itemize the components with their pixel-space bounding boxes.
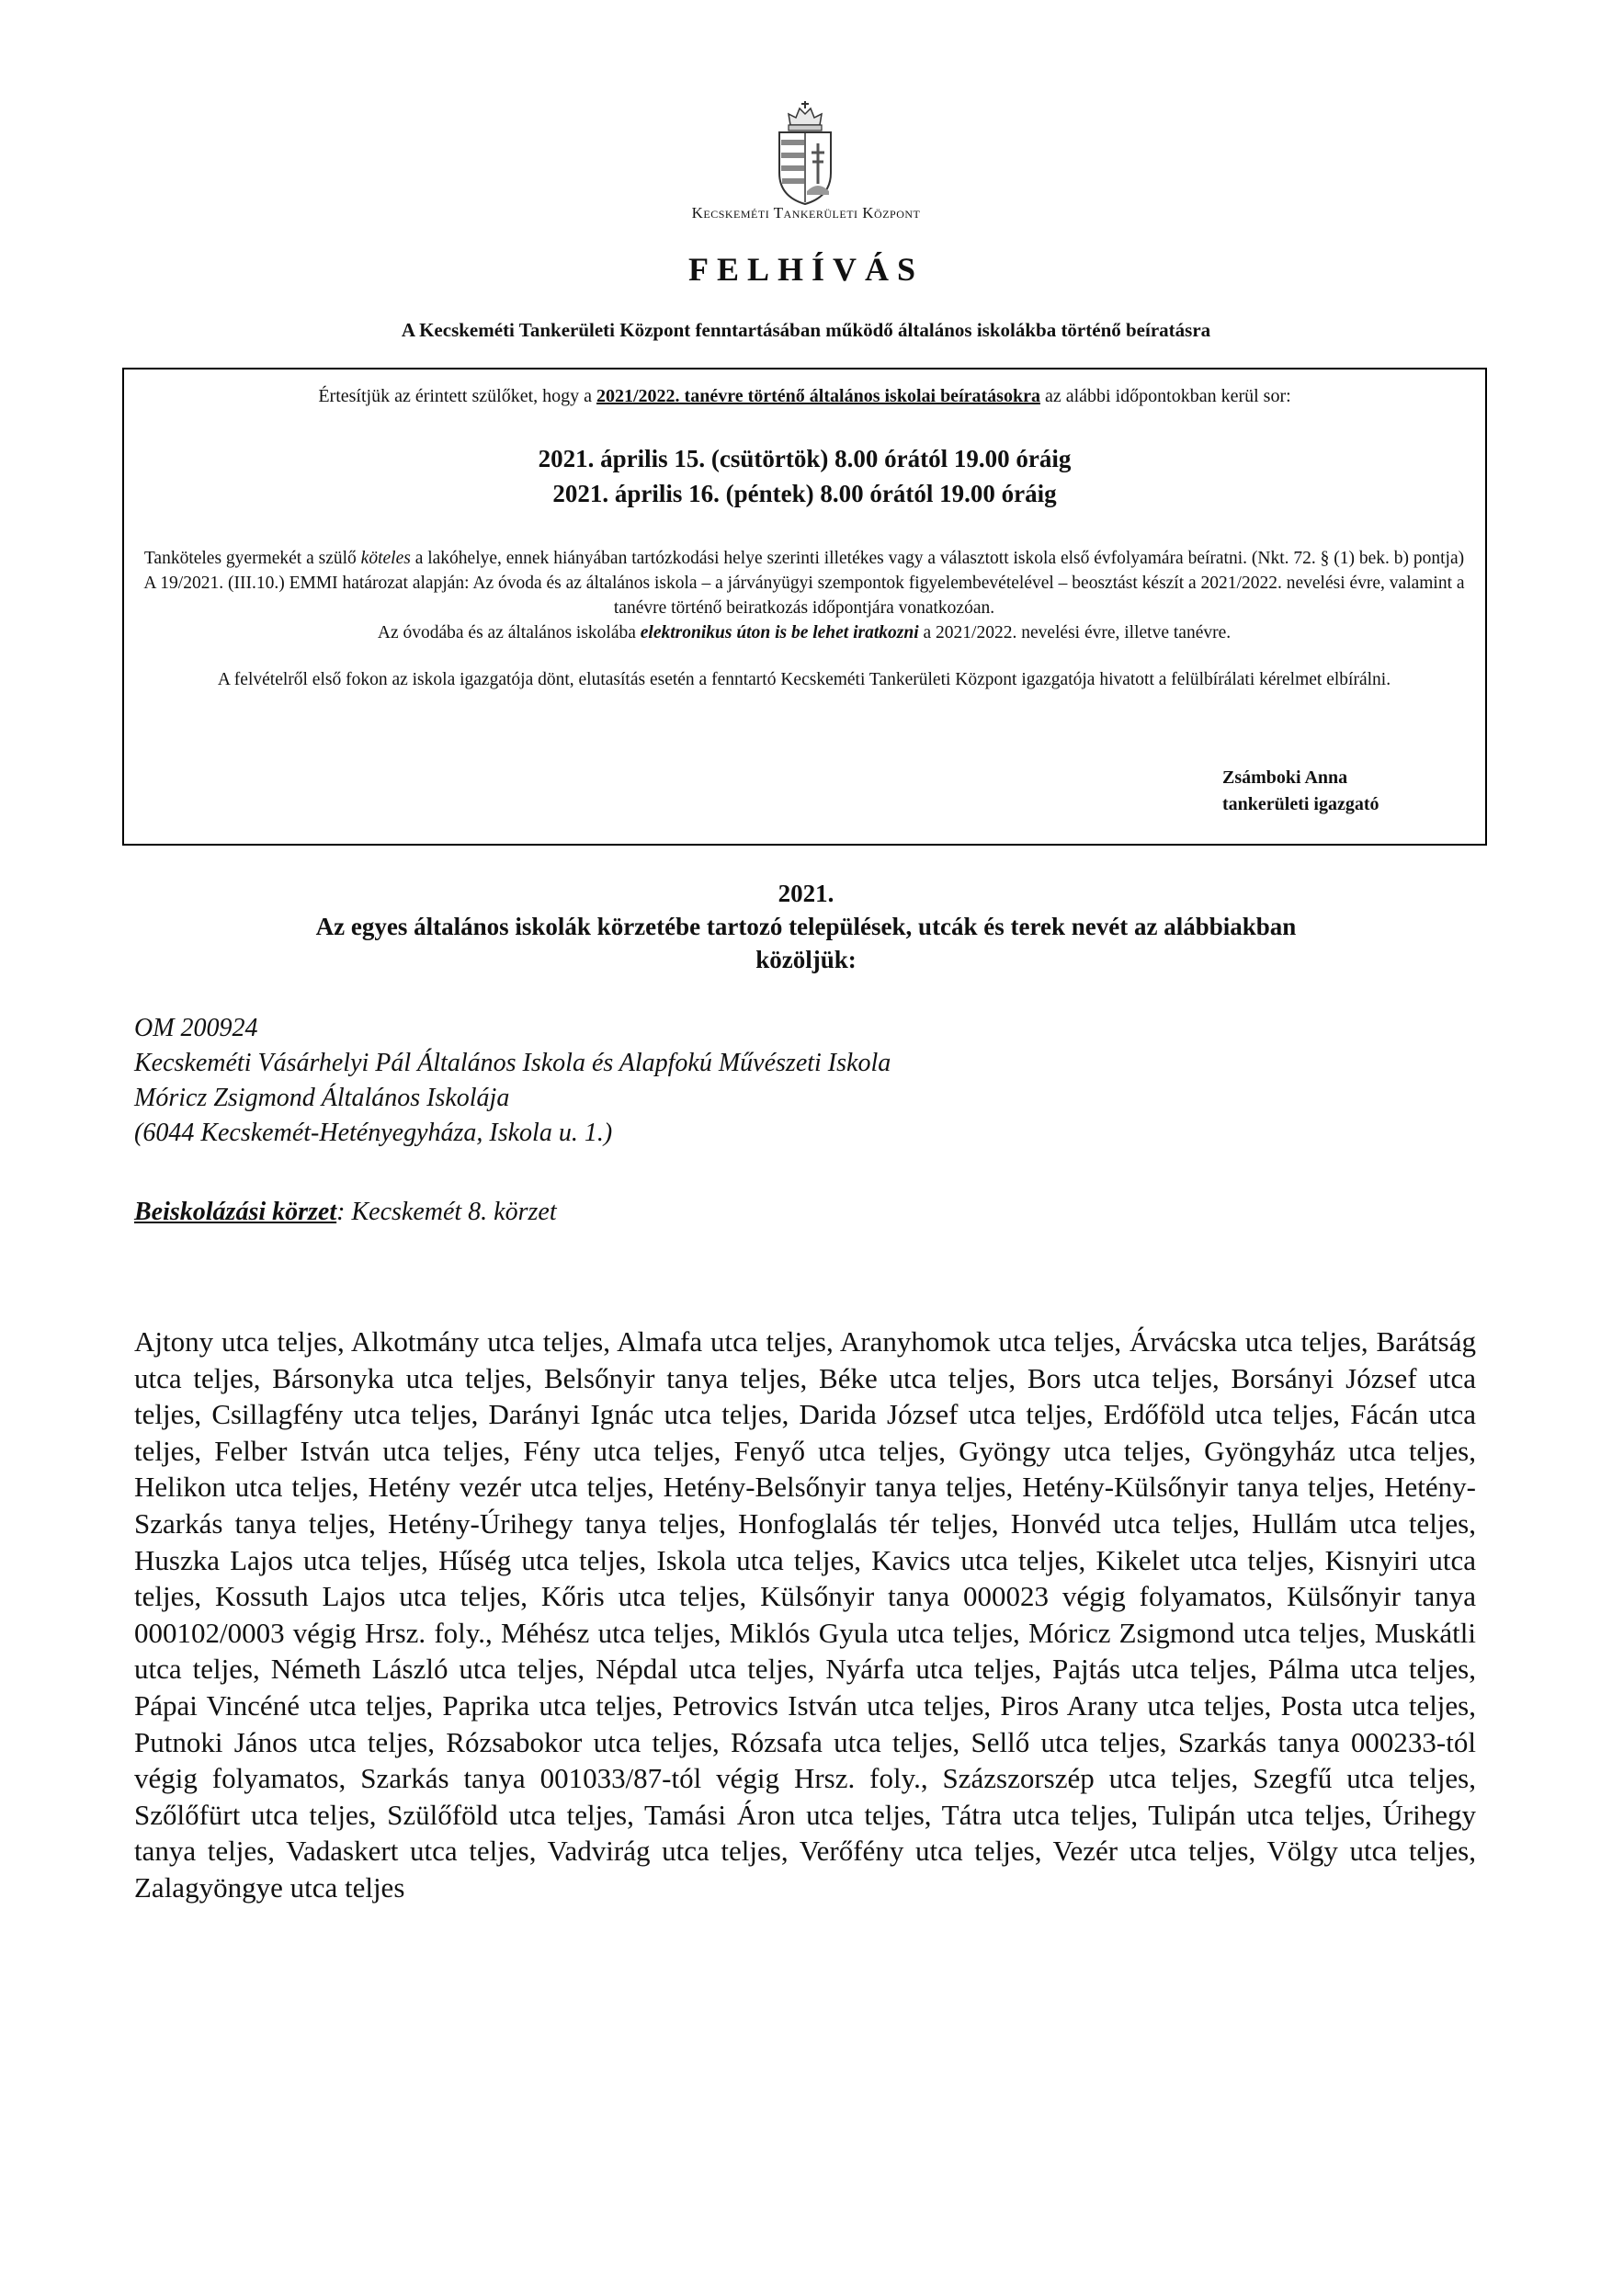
page-title: FELHÍVÁS xyxy=(687,251,925,288)
signer-title: tankerületi igazgató xyxy=(1222,794,1379,814)
signature-block xyxy=(1222,765,1379,818)
school-name-line-1: Kecskeméti Vásárhelyi Pál Általános Iskola és Alapfokú Művészeti Iskola xyxy=(134,1049,891,1077)
school-info xyxy=(134,1011,891,1151)
intro-text: Értesítjük az érintett szülőket, hogy a xyxy=(318,386,596,406)
notice-intro xyxy=(124,386,1485,407)
section-heading-line-1: Az egyes általános iskolák körzetébe tartozó települések, utcák és terek nevét az alábbiakban xyxy=(315,913,1297,940)
street-list: Ajtony utca teljes, Alkotmány utca teljes, Almafa utca teljes, Aranyhomok utca teljes, Árvácska utca teljes, Barátság utca teljes, Bársonyka utca teljes, Belsőnyir tanya teljes, Béke utca teljes, Bors utca teljes, Borsányi József utca teljes, Csillagfény utca teljes, Darányi Ignác utca teljes, Darida József utca teljes, Erdőföld utca teljes, Fácán utca teljes, Felber István utca teljes, Fény utca teljes, Fenyő utca teljes, Gyöngy utca teljes, Gyöngyház utca teljes, Helikon utca teljes, Hetény vezér utca teljes, Hetény-Belsőnyir tanya teljes, Hetény-Külsőnyir tanya teljes, Hetény-Szarkás tanya teljes, Hetény-Úrihegy tanya teljes, Honfoglalás tér teljes, Honvéd utca teljes, Hullám utca teljes, Huszka Lajos utca teljes, Hűség utca teljes, Iskola utca teljes, Kavics utca teljes, Kikelet utca teljes, Kisnyiri utca teljes, Kossuth Lajos utca teljes, Kőris utca teljes, Külsőnyir tanya 000023 végig folyamatos, Külsőnyir tanya 000102/0003 végig Hrsz. foly., Méhész utca teljes, Miklós Gyula utca teljes, Móricz Zsigmond utca teljes, Muskátli utca teljes, Németh László utca teljes, Népdal utca teljes, Nyárfa utca teljes, Pajtás utca teljes, Pálma utca teljes, Pápai Vincéné utca teljes, Paprika utca teljes, Petrovics István utca teljes, Piros Arany utca teljes, Posta utca teljes, Putnoki János utca teljes, Rózsabokor utca teljes, Rózsafa utca teljes, Sellő utca teljes, Szarkás tanya 000233-tól végig folyamatos, Szarkás tanya 001033/87-tól végig Hrsz. foly., Százszorszép utca teljes, Szegfű utca teljes, Szőlőfürt utca teljes, Szülőföld utca teljes, Tamási Áron utca teljes, Tátra utca teljes, Tulipán utca teljes, Úrihegy tanya teljes, Vadaskert utca teljes, Vadvirág utca teljes, Verőfény utca teljes, Vezér utca teljes, Völgy utca teljes, Zalagyöngye utca teljes xyxy=(134,1325,1476,1904)
section-heading xyxy=(0,877,1612,976)
coat-of-arms-icon xyxy=(770,99,840,208)
enrollment-date-1: 2021. április 15. (csütörtök) 8.00 órától 19.00 óráig xyxy=(538,445,1072,472)
intro-text-end: az alábbi időpontokban kerül sor: xyxy=(1039,386,1291,406)
school-om: OM 200924 xyxy=(134,1014,258,1042)
enrollment-dates xyxy=(124,441,1485,511)
legal-text xyxy=(137,546,1471,692)
district-line xyxy=(134,1198,557,1227)
legal-paragraph-1: Tanköteles gyermekét a szülő köteles a lakóhelye, ennek hiányában tartózkodási helye szerinti illetékes vagy a választott iskola első évfolyamára beíratni. (Nkt. 72. § (1) bek. b) pontja) xyxy=(143,549,1465,568)
signer-name: Zsámboki Anna xyxy=(1222,767,1348,788)
organization-name: Kecskeméti Tankerületi Központ xyxy=(691,204,921,222)
legal-paragraph-4: A felvételről első fokon az iskola igazgatója dönt, elutasítás esetén a fenntartó Kecskeméti Tankerületi Központ igazgatója hivatott a felülbírálati kérelmet elbírálni. xyxy=(217,670,1391,689)
legal-paragraph-2: A 19/2021. (III.10.) EMMI határozat alapján: Az óvoda és az általános iskola – a járványügyi szempontok figyelembevételével – beosztást készít a 2021/2022. nevelési évre, valamint a tanévre történő beiratkozás időpontjára vonatkozóan. xyxy=(143,574,1465,618)
notice-box xyxy=(122,368,1487,846)
page-subtitle: A Kecskeméti Tankerületi Központ fenntartásában működő általános iskolákba történő beíratásra xyxy=(401,319,1211,341)
enrollment-date-2: 2021. április 16. (péntek) 8.00 órától 19.00 óráig xyxy=(552,480,1057,507)
district-value: : Kecskemét 8. körzet xyxy=(336,1198,557,1226)
district-label: Beiskolázási körzet xyxy=(134,1198,337,1226)
school-name-line-2: Móricz Zsigmond Általános Iskolája xyxy=(134,1084,510,1112)
intro-highlight: 2021/2022. tanévre történő általános iskolai beíratásokra xyxy=(596,386,1040,406)
section-heading-line-2: közöljük: xyxy=(755,946,857,973)
legal-paragraph-3: Az óvodába és az általános iskolába elektronikus úton is be lehet iratkozni a 2021/2022. nevelési évre, illetve tanévre. xyxy=(377,623,1232,642)
school-address: (6044 Kecskemét-Hetényegyháza, Iskola u. 1.) xyxy=(134,1119,613,1147)
section-year: 2021. xyxy=(778,880,834,907)
